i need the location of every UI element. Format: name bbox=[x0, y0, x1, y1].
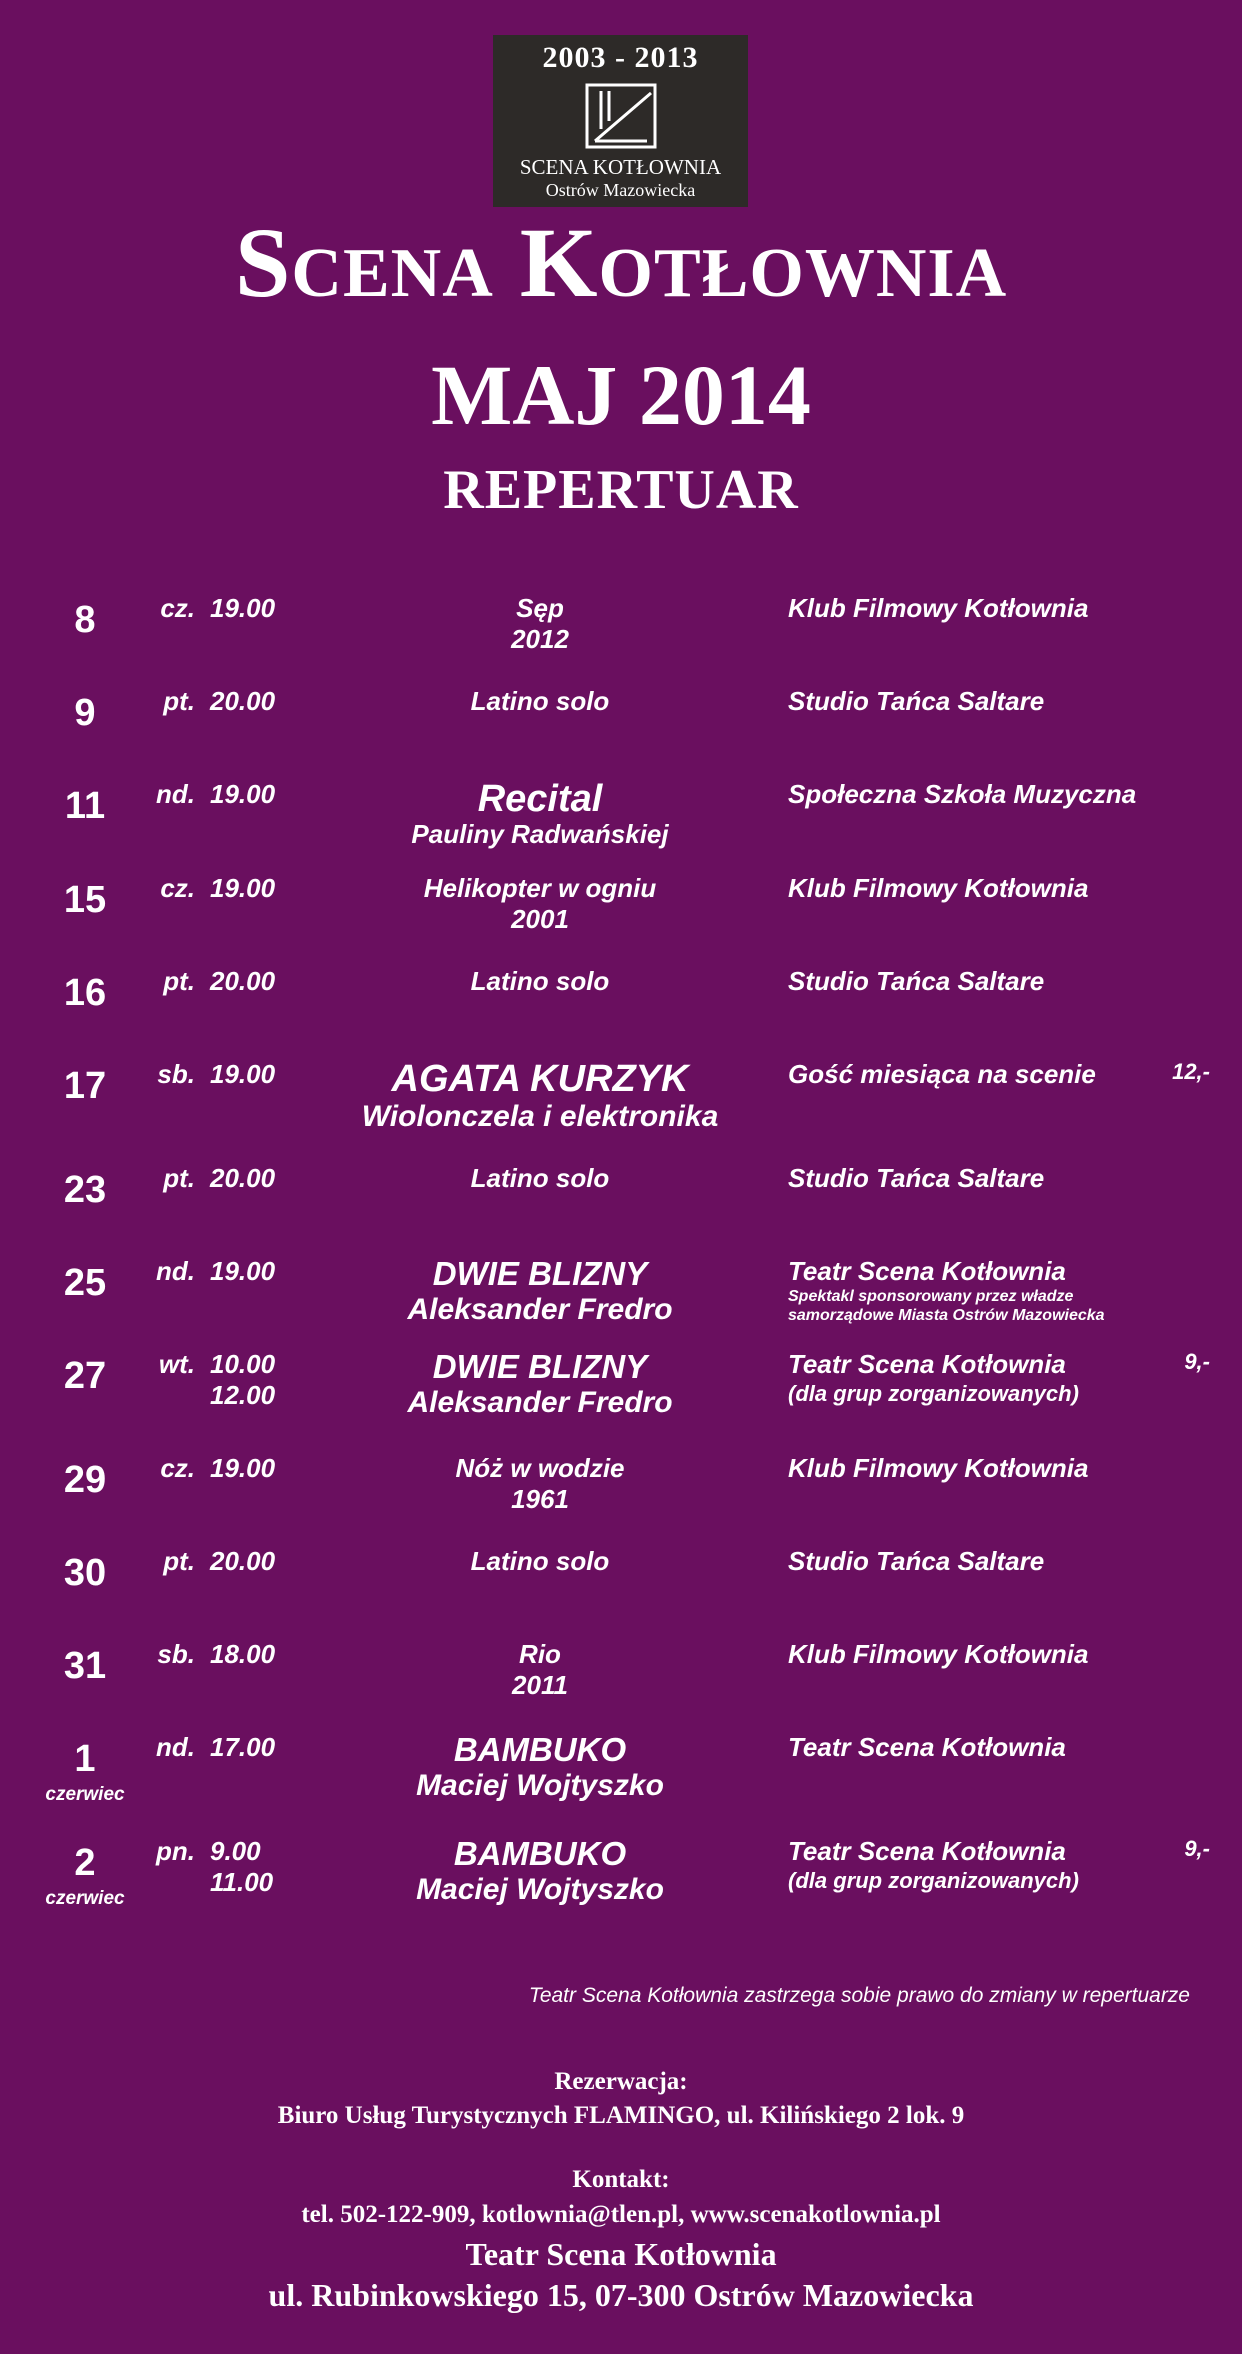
organizer-note: (dla grup zorganizowanych) bbox=[788, 1381, 1079, 1406]
organizer: Klub Filmowy Kotłownia bbox=[788, 1453, 1089, 1483]
event-subtitle: 2011 bbox=[512, 1670, 568, 1700]
organizer: Studio Tańca Saltare bbox=[788, 1546, 1045, 1576]
event-subtitle: Wiolonczela i elektronika bbox=[361, 1100, 719, 1133]
reservation-text: Biuro Usług Turystycznych FLAMINGO, ul. Kilińskiego 2 lok. 9 bbox=[277, 2102, 965, 2129]
day-number: 23 bbox=[63, 1169, 107, 1211]
event-subtitle: Maciej Wojtyszko bbox=[416, 1873, 664, 1906]
theatre-address: ul. Rubinkowskiego 15, 07-300 Ostrów Mazowiecka bbox=[268, 2277, 974, 2313]
time: 20.00 bbox=[210, 1546, 276, 1576]
event-title: DWIE BLIZNY bbox=[432, 1255, 648, 1292]
event bbox=[320, 1059, 760, 1135]
weekday: sb. bbox=[157, 1059, 195, 1089]
theatre-name: Teatr Scena Kotłownia bbox=[465, 2236, 777, 2272]
organizer: Klub Filmowy Kotłownia bbox=[788, 873, 1089, 903]
logo-name: SCENA KOTŁOWNIA bbox=[519, 155, 722, 179]
contact-label: Kontakt: bbox=[572, 2166, 670, 2193]
weekday: pt. bbox=[163, 686, 195, 716]
organizer bbox=[788, 1836, 1079, 1895]
day-number: 27 bbox=[63, 1355, 107, 1397]
logo-years: 2003 - 2013 bbox=[542, 41, 699, 74]
month-heading: MAJ 2014 bbox=[431, 347, 811, 443]
time: 19.00 bbox=[210, 779, 276, 809]
price: 12,- bbox=[1172, 1059, 1210, 1084]
organizer: Studio Tańca Saltare bbox=[788, 1163, 1045, 1193]
logo-city: Ostrów Mazowiecka bbox=[545, 180, 696, 200]
time-first: 9.00 bbox=[210, 1836, 261, 1866]
event-subtitle: 1961 bbox=[511, 1484, 569, 1514]
time: 19.00 bbox=[210, 1059, 276, 1089]
day-number: 25 bbox=[63, 1262, 107, 1304]
event-subtitle: Pauliny Radwańskiej bbox=[411, 819, 669, 849]
price: 9,- bbox=[1184, 1836, 1210, 1861]
event-title: Nóż w wodzie bbox=[455, 1453, 625, 1483]
weekday: pt. bbox=[163, 1163, 195, 1193]
event-title: Helikopter w ogniu bbox=[423, 873, 657, 903]
event-subtitle: Maciej Wojtyszko bbox=[416, 1769, 664, 1802]
weekday: pt. bbox=[163, 1546, 195, 1576]
time bbox=[210, 1349, 275, 1411]
event bbox=[320, 1349, 760, 1421]
weekday: cz. bbox=[160, 1453, 195, 1483]
time: 19.00 bbox=[210, 1453, 276, 1483]
event-title: Latino solo bbox=[470, 966, 610, 996]
weekday: cz. bbox=[160, 593, 195, 623]
weekday: pn. bbox=[156, 1836, 195, 1866]
organizer: Studio Tańca Saltare bbox=[788, 686, 1045, 716]
organizer-name: Teatr Scena Kotłownia bbox=[788, 1349, 1066, 1379]
day-month: czerwiec bbox=[45, 1784, 125, 1805]
event bbox=[320, 1453, 760, 1515]
organizer: Klub Filmowy Kotłownia bbox=[788, 593, 1089, 623]
time-first: 10.00 bbox=[210, 1349, 276, 1379]
weekday: pt. bbox=[163, 966, 195, 996]
organizer: Teatr Scena Kotłownia bbox=[788, 1732, 1066, 1762]
organizer-name: Teatr Scena Kotłownia bbox=[788, 1256, 1066, 1286]
weekday: wt. bbox=[158, 1349, 195, 1379]
day-number: 2 bbox=[74, 1842, 96, 1884]
event bbox=[320, 1163, 760, 1194]
day-number: 15 bbox=[63, 879, 107, 921]
time: 20.00 bbox=[210, 1163, 276, 1193]
event bbox=[320, 873, 760, 935]
event bbox=[320, 1546, 760, 1577]
event bbox=[320, 686, 760, 717]
organizer: Klub Filmowy Kotłownia bbox=[788, 1639, 1089, 1669]
event-subtitle: 2001 bbox=[511, 904, 569, 934]
day-month: czerwiec bbox=[45, 1888, 125, 1909]
time: 18.00 bbox=[210, 1639, 276, 1669]
event-title: Rio bbox=[519, 1639, 561, 1669]
event-title: Recital bbox=[477, 778, 603, 820]
time: 19.00 bbox=[210, 1256, 276, 1286]
weekday: nd. bbox=[156, 779, 195, 809]
event bbox=[320, 593, 760, 655]
event bbox=[320, 1639, 760, 1701]
event bbox=[320, 779, 760, 850]
event-title: Sęp bbox=[516, 593, 564, 623]
organizer-name: Teatr Scena Kotłownia bbox=[788, 1836, 1066, 1866]
event-title: BAMBUKO bbox=[453, 1835, 627, 1872]
day-number: 1 bbox=[74, 1738, 96, 1780]
weekday: nd. bbox=[156, 1732, 195, 1762]
organizer: Studio Tańca Saltare bbox=[788, 966, 1045, 996]
organizer-note: (dla grup zorganizowanych) bbox=[788, 1868, 1079, 1893]
event-title: BAMBUKO bbox=[453, 1731, 627, 1768]
event-subtitle: Aleksander Fredro bbox=[407, 1293, 673, 1326]
organizer bbox=[788, 1256, 1118, 1325]
day-number: 9 bbox=[74, 692, 96, 734]
subtitle: REPERTUAR bbox=[443, 459, 799, 521]
time: 19.00 bbox=[210, 873, 276, 903]
contact-text: tel. 502-122-909, kotlownia@tlen.pl, www.scenakotlownia.pl bbox=[301, 2201, 941, 2228]
time: 20.00 bbox=[210, 686, 276, 716]
page-title: Scena Kotłownia bbox=[234, 207, 1008, 318]
reservation-label: Rezerwacja: bbox=[554, 2068, 688, 2095]
event-title: Latino solo bbox=[470, 1546, 610, 1576]
day-number: 8 bbox=[74, 599, 96, 641]
event-subtitle: 2012 bbox=[511, 624, 569, 654]
time-second: 12.00 bbox=[210, 1380, 276, 1410]
time-second: 11.00 bbox=[210, 1867, 274, 1897]
event bbox=[320, 1256, 760, 1328]
event bbox=[320, 1836, 760, 1908]
price: 9,- bbox=[1184, 1349, 1210, 1374]
disclaimer: Teatr Scena Kotłownia zastrzega sobie prawo do zmiany w repertuarze bbox=[528, 1984, 1190, 2007]
time: 20.00 bbox=[210, 966, 276, 996]
time: 19.00 bbox=[210, 593, 276, 623]
day-number: 29 bbox=[63, 1459, 107, 1501]
day-number: 30 bbox=[63, 1552, 107, 1594]
weekday: cz. bbox=[160, 873, 195, 903]
event bbox=[320, 1732, 760, 1804]
organizer: Społeczna Szkoła Muzyczna bbox=[788, 779, 1137, 809]
day-number: 17 bbox=[63, 1065, 107, 1107]
event-subtitle: Aleksander Fredro bbox=[407, 1386, 673, 1419]
day-number: 31 bbox=[63, 1645, 107, 1687]
event bbox=[320, 966, 760, 997]
organizer-note: Spektakl sponsorowany przez władze samorządowe Miasta Ostrów Mazowiecka bbox=[788, 1288, 1105, 1324]
day-number: 11 bbox=[64, 785, 106, 827]
weekday: nd. bbox=[156, 1256, 195, 1286]
event-title: Latino solo bbox=[470, 1163, 610, 1193]
organizer bbox=[788, 1349, 1079, 1408]
weekday: sb. bbox=[157, 1639, 195, 1669]
organizer: Gość miesiąca na scenie bbox=[788, 1059, 1096, 1089]
event-title: DWIE BLIZNY bbox=[432, 1348, 648, 1385]
event-title: AGATA KURZYK bbox=[391, 1058, 689, 1100]
time: 17.00 bbox=[210, 1732, 276, 1762]
day-number: 16 bbox=[63, 972, 107, 1014]
event-title: Latino solo bbox=[470, 686, 610, 716]
time bbox=[210, 1836, 273, 1898]
